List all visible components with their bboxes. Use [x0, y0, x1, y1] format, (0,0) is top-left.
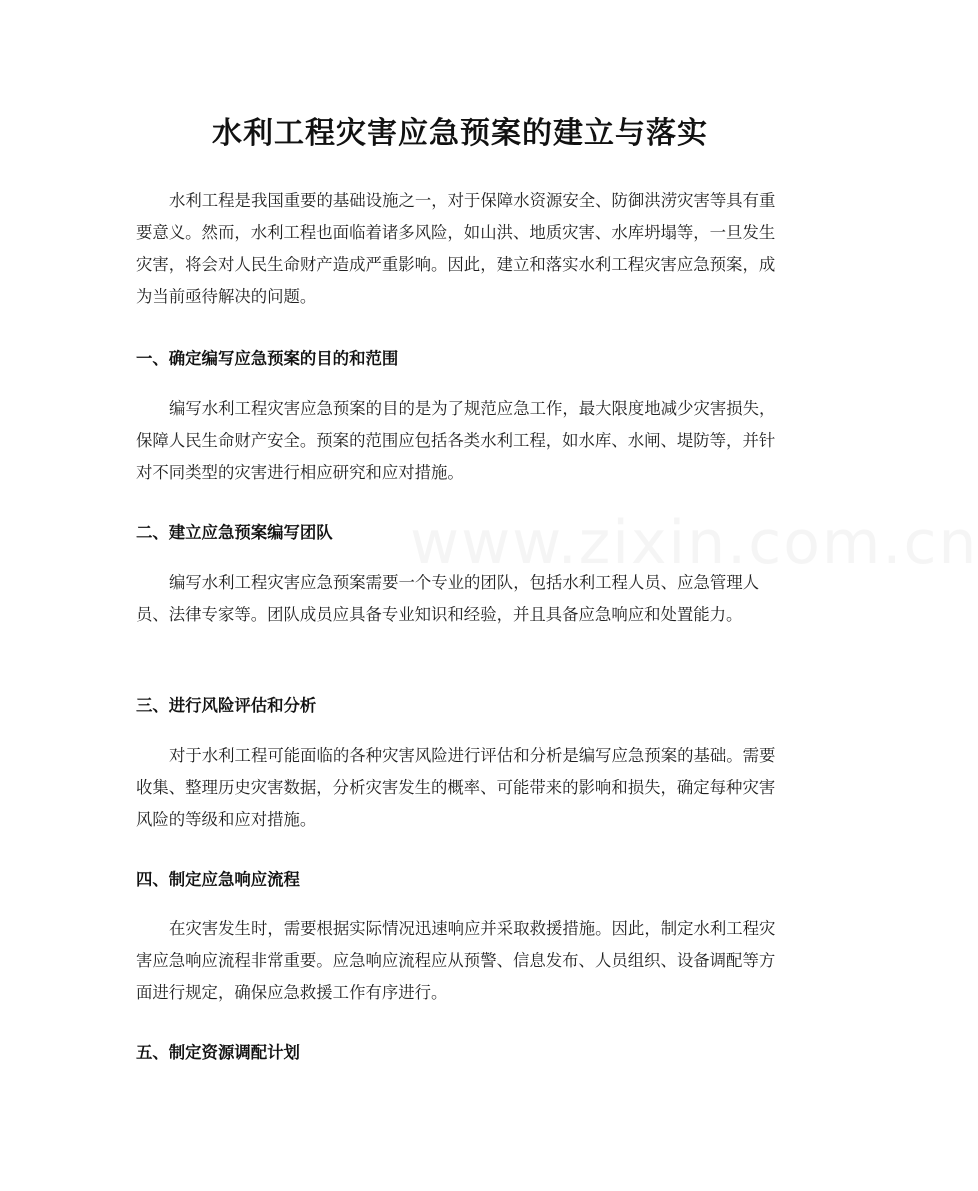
section-2-body: 编写水利工程灾害应急预案需要一个专业的团队，包括水利工程人员、应急管理人员、法律专家等。团队成员应具备专业知识和经验，并且具备应急响应和处置能力。 [136, 573, 760, 624]
section-5-heading: 五、制定资源调配计划 [136, 1043, 300, 1062]
section-1-heading: 一、确定编写应急预案的目的和范围 [136, 349, 399, 368]
section-3-body: 对于水利工程可能面临的各种灾害风险进行评估和分析是编写应急预案的基础。需要收集、整理历史灾害数据，分析灾害发生的概率、可能带来的影响和损失，确定每种灾害风险的等级和应对措施。 [136, 746, 776, 829]
section-2-heading: 二、建立应急预案编写团队 [136, 523, 333, 542]
section-3-heading: 三、进行风险评估和分析 [136, 696, 317, 715]
intro-paragraph: 水利工程是我国重要的基础设施之一，对于保障水资源安全、防御洪涝灾害等具有重要意义。然而，水利工程也面临着诸多风险，如山洪、地质灾害、水库坍塌等，一旦发生灾害，将会对人民生命财产造成严重影响。因此，建立和落实水利工程灾害应急预案，成为当前亟待解决的问题。 [136, 191, 776, 306]
section-1-body: 编写水利工程灾害应急预案的目的是为了规范应急工作，最大限度地减少灾害损失，保障人民生命财产安全。预案的范围应包括各类水利工程，如水库、水闸、堤防等，并针对不同类型的灾害进行相应研究和应对措施。 [136, 399, 776, 482]
document-title: 水利工程灾害应急预案的建立与落实 [212, 116, 708, 151]
watermark: www.zixin.com.cn [410, 508, 978, 578]
section-4-heading: 四、制定应急响应流程 [136, 870, 300, 889]
section-4-body: 在灾害发生时，需要根据实际情况迅速响应并采取救援措施。因此，制定水利工程灾害应急响应流程非常重要。应急响应流程应从预警、信息发布、人员组织、设备调配等方面进行规定，确保应急救援工作有序进行。 [136, 919, 776, 1002]
